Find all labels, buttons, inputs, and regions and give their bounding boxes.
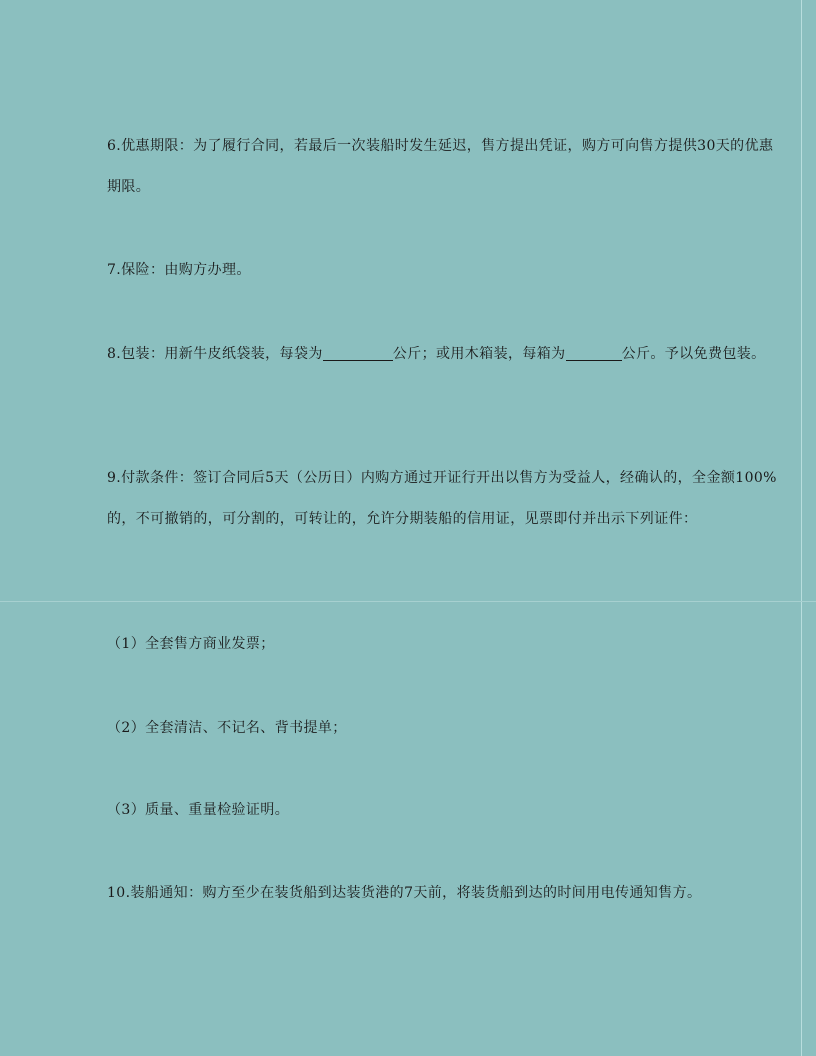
clause-9-item-3 xyxy=(107,790,777,831)
clause-9-item-1-text: （1）全套售方商业发票； xyxy=(107,636,275,652)
clause-10-shipping-notice xyxy=(78,873,777,914)
clause-9-item-2 xyxy=(107,708,777,749)
clause-9-payment-terms xyxy=(78,458,777,540)
fill-in-blank-box-weight[interactable] xyxy=(566,345,622,361)
clause-8-text-part3: 公斤。予以免费包装。 xyxy=(621,346,766,362)
page-edge-line xyxy=(801,0,802,1056)
clause-8-text-part2: 公斤；或用木箱装，每箱为 xyxy=(392,346,566,362)
clause-9-item-3-text: （3）质量、重量检验证明。 xyxy=(107,802,290,818)
page-divider-line xyxy=(0,601,816,602)
clause-6-text: 6.优惠期限：为了履行合同，若最后一次装船时发生延迟，售方提出凭证，购方可向售方提供30天的优惠期限。 xyxy=(107,138,774,195)
clause-9-text: 9.付款条件：签订合同后5天（公历日）内购方通过开证行开出以售方为受益人，经确认的，全金额100%的，不可撤销的，可分割的，可转让的，允许分期装船的信用证，见票即付并出示下列证件： xyxy=(107,470,777,527)
clause-10-text: 10.装船通知：购方至少在装货船到达装货港的7天前，将装货船到达的时间用电传通知售方。 xyxy=(107,885,702,901)
clause-8-packing xyxy=(78,334,777,375)
fill-in-blank-bag-weight[interactable] xyxy=(323,345,393,361)
clause-9-item-1 xyxy=(107,624,777,665)
clause-7-text: 7.保险：由购方办理。 xyxy=(107,262,251,278)
clause-9-item-2-text: （2）全套清洁、不记名、背书提单； xyxy=(107,720,347,736)
clause-8-text-part1: 8.包装：用新牛皮纸袋装，每袋为 xyxy=(107,346,323,362)
clause-6-preferential-period xyxy=(78,126,777,208)
clause-7-insurance xyxy=(78,250,777,291)
